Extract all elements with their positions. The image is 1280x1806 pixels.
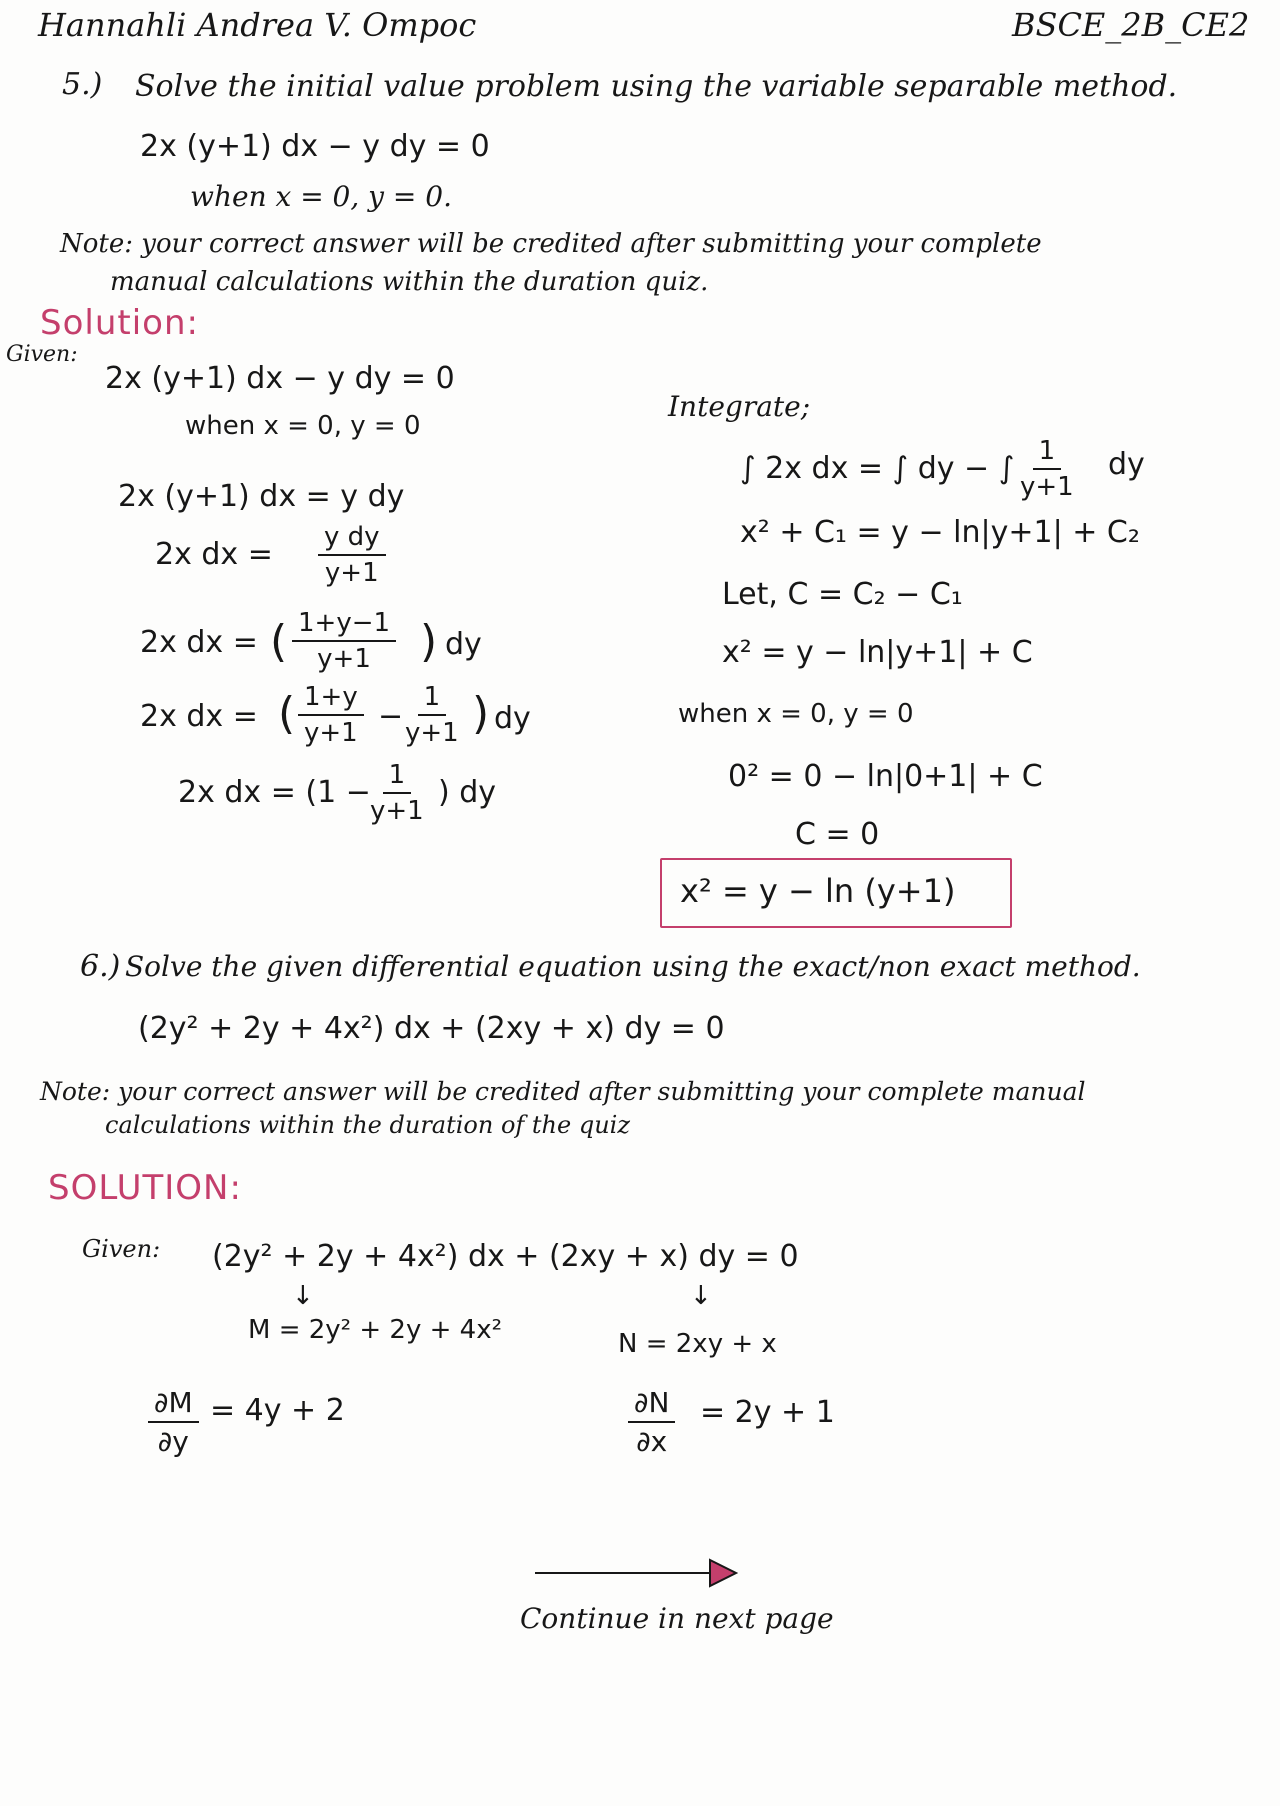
p6-dM-numerator: ∂M	[148, 1386, 199, 1423]
p5-right-7: C = 0	[795, 817, 880, 852]
p5-step-4-lhs: 2x dx =	[155, 537, 273, 572]
p5-step-5-lhs: 2x dx =	[140, 625, 258, 660]
p5-step-7-denominator: y+1	[370, 796, 424, 826]
p5-right-1-tail: dy	[1108, 447, 1145, 482]
p5-step-5-tail: dy	[445, 627, 482, 662]
problem-5-given-label: Given:	[6, 342, 78, 367]
p5-right-5: when x = 0, y = 0	[678, 699, 914, 729]
p5-right-6: 0² = 0 − ln|0+1| + C	[728, 759, 1043, 794]
p5-step-5-fraction	[292, 608, 396, 674]
p5-step-6-numerator-1: 1+y	[298, 682, 364, 716]
problem-5-statement: Solve the initial value problem using the variable separable method.	[135, 69, 1178, 104]
p5-answer: x² = y − ln (y+1)	[680, 872, 956, 910]
p5-right-2: x² + C₁ = y − ln|y+1| + C₂	[740, 515, 1140, 550]
problem-5-number: 5.)	[62, 67, 103, 102]
p5-step-6-close-paren: )	[472, 688, 490, 739]
p5-step-4-fraction	[318, 522, 386, 588]
p5-step-5-numerator: 1+y−1	[292, 608, 396, 642]
p5-step-4-numerator: y dy	[318, 522, 386, 556]
problem-6-note-line2: calculations within the duration of the quiz	[105, 1111, 630, 1139]
p5-right-1-numerator: 1	[1033, 436, 1062, 470]
problem-6-number: 6.)	[80, 949, 121, 984]
problem-5-note-line1: Note: your correct answer will be credited after submitting your complete	[60, 229, 1042, 259]
p6-dM-fraction	[148, 1386, 199, 1458]
p5-right-4: x² = y − ln|y+1| + C	[722, 635, 1033, 670]
p5-step-2: when x = 0, y = 0	[185, 411, 421, 441]
p5-right-1-denominator: y+1	[1020, 472, 1074, 502]
continue-arrow-icon	[708, 1558, 738, 1588]
problem-5-condition: when x = 0, y = 0.	[190, 180, 452, 213]
p5-step-7-tail: ) dy	[438, 775, 497, 810]
p6-dN-value: = 2y + 1	[700, 1395, 835, 1430]
p5-step-7-numerator: 1	[383, 760, 412, 794]
p6-M: M = 2y² + 2y + 4x²	[248, 1315, 503, 1345]
student-name: Hannahli Andrea V. Ompoc	[38, 6, 477, 44]
p5-step-6-minus: −	[378, 699, 404, 734]
p5-step-4-denominator: y+1	[324, 558, 379, 588]
problem-5-solution-label: Solution:	[40, 303, 199, 343]
problem-5-note-line2: manual calculations within the duration quiz.	[110, 267, 709, 297]
section-code: BSCE_2B_CE2	[1012, 6, 1250, 44]
p5-step-6-lhs: 2x dx =	[140, 699, 258, 734]
p5-right-1-fraction	[1020, 436, 1074, 502]
p6-N: N = 2xy + x	[618, 1329, 777, 1359]
p6-dN-numerator: ∂N	[628, 1386, 675, 1423]
problem-5-equation: 2x (y+1) dx − y dy = 0	[140, 129, 490, 164]
p5-right-1-lhs: ∫ 2x dx = ∫ dy − ∫	[740, 451, 1015, 486]
p5-step-6-fraction-1	[298, 682, 364, 748]
p5-step-1: 2x (y+1) dx − y dy = 0	[105, 361, 455, 396]
problem-6-solution-label: SOLUTION:	[48, 1168, 242, 1208]
problem-6-statement: Solve the given differential equation using the exact/non exact method.	[125, 950, 1141, 983]
p5-right-3: Let, C = C₂ − C₁	[722, 577, 963, 612]
continue-note: Continue in next page	[520, 1602, 834, 1635]
p5-step-6-denominator-2: y+1	[405, 718, 459, 748]
p6-dM-denominator: ∂y	[157, 1425, 189, 1458]
problem-6-given-label: Given:	[82, 1235, 161, 1263]
p5-step-5-denominator: y+1	[317, 644, 371, 674]
p5-integrate-label: Integrate;	[668, 390, 811, 423]
p5-step-5-open-paren: (	[270, 616, 288, 667]
p5-step-6-denominator-1: y+1	[304, 718, 358, 748]
p5-step-3: 2x (y+1) dx = y dy	[118, 479, 405, 514]
p5-step-7-fraction	[370, 760, 424, 826]
problem-6-given-equation: (2y² + 2y + 4x²) dx + (2xy + x) dy = 0	[212, 1239, 799, 1274]
p6-dN-denominator: ∂x	[636, 1425, 668, 1458]
p5-step-5-close-paren: )	[420, 616, 438, 667]
p6-arrow-down-m: ↓	[292, 1281, 314, 1311]
continue-arrow-line	[535, 1572, 715, 1574]
p5-step-6-open-paren: (	[278, 688, 296, 739]
problem-6-equation: (2y² + 2y + 4x²) dx + (2xy + x) dy = 0	[138, 1011, 725, 1046]
p6-arrow-down-n: ↓	[690, 1281, 712, 1311]
problem-6-note-line1: Note: your correct answer will be credited after submitting your complete manual	[40, 1077, 1086, 1106]
p6-dN-fraction	[628, 1386, 675, 1458]
p5-step-6-tail: dy	[494, 701, 531, 736]
p5-step-6-numerator-2: 1	[418, 682, 447, 716]
p6-dM-value: = 4y + 2	[210, 1393, 345, 1428]
p5-step-6-fraction-2	[405, 682, 459, 748]
p5-step-7-lhs: 2x dx = (1 −	[178, 775, 371, 810]
